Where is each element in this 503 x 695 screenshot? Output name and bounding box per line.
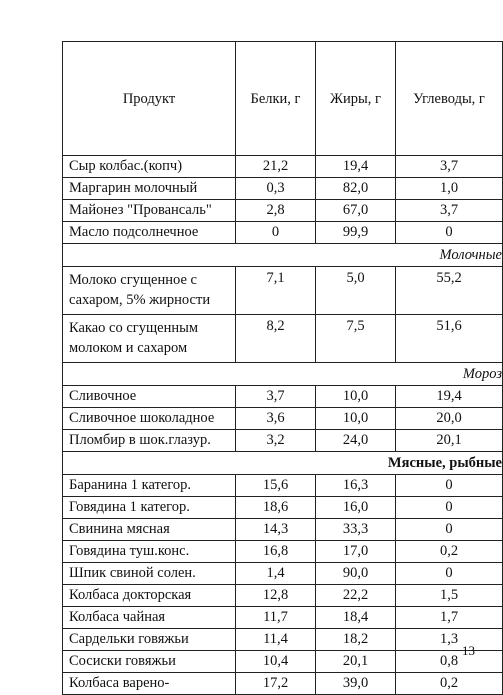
product-name-cell: Говядина 1 категор. bbox=[63, 497, 236, 519]
product-name-cell: Сливочное шоколадное bbox=[63, 408, 236, 430]
proteins-cell: 2,8 bbox=[236, 200, 316, 222]
proteins-cell: 1,4 bbox=[236, 563, 316, 585]
table-row bbox=[63, 430, 503, 452]
section-row bbox=[63, 244, 503, 267]
header-carbs: Углеводы, г bbox=[396, 42, 503, 156]
fats-cell: 7,5 bbox=[316, 315, 396, 363]
table-row bbox=[63, 585, 503, 607]
table-row bbox=[63, 563, 503, 585]
carbs-cell: 0,2 bbox=[396, 673, 503, 695]
proteins-cell: 17,2 bbox=[236, 673, 316, 695]
proteins-cell: 11,4 bbox=[236, 629, 316, 651]
product-name-cell: Масло подсолнечное bbox=[63, 222, 236, 244]
carbs-cell: 1,7 bbox=[396, 607, 503, 629]
fats-cell: 16,0 bbox=[316, 497, 396, 519]
proteins-cell: 11,7 bbox=[236, 607, 316, 629]
header-fats: Жиры, г bbox=[316, 42, 396, 156]
proteins-cell: 0,3 bbox=[236, 178, 316, 200]
table-header-row bbox=[63, 42, 503, 156]
fats-cell: 18,4 bbox=[316, 607, 396, 629]
table-row bbox=[63, 222, 503, 244]
fats-cell: 16,3 bbox=[316, 475, 396, 497]
carbs-cell: 3,7 bbox=[396, 200, 503, 222]
table-row bbox=[63, 541, 503, 563]
carbs-cell: 20,1 bbox=[396, 430, 503, 452]
proteins-cell: 8,2 bbox=[236, 315, 316, 363]
product-name-cell: Молоко сгущенное с сахаром, 5% жирности bbox=[63, 267, 236, 315]
proteins-cell: 7,1 bbox=[236, 267, 316, 315]
product-name-cell: Колбаса варено- bbox=[63, 673, 236, 695]
fats-cell: 20,1 bbox=[316, 651, 396, 673]
carbs-cell: 1,3 bbox=[396, 629, 503, 651]
product-name-cell: Сыр колбас.(копч) bbox=[63, 156, 236, 178]
table-row bbox=[63, 200, 503, 222]
fats-cell: 33,3 bbox=[316, 519, 396, 541]
proteins-cell: 16,8 bbox=[236, 541, 316, 563]
section-heading-icecream: Мороз bbox=[63, 363, 503, 386]
fats-cell: 67,0 bbox=[316, 200, 396, 222]
fats-cell: 22,2 bbox=[316, 585, 396, 607]
carbs-cell: 0,2 bbox=[396, 541, 503, 563]
proteins-cell: 12,8 bbox=[236, 585, 316, 607]
proteins-cell: 3,6 bbox=[236, 408, 316, 430]
product-name-cell: Какао со сгущенным молоком и сахаром bbox=[63, 315, 236, 363]
table-body bbox=[63, 156, 503, 695]
product-name-cell: Колбаса докторская bbox=[63, 585, 236, 607]
fats-cell: 10,0 bbox=[316, 386, 396, 408]
carbs-cell: 0 bbox=[396, 475, 503, 497]
fats-cell: 99,9 bbox=[316, 222, 396, 244]
table-row bbox=[63, 408, 503, 430]
carbs-cell: 51,6 bbox=[396, 315, 503, 363]
product-name-cell: Свинина мясная bbox=[63, 519, 236, 541]
proteins-cell: 0 bbox=[236, 222, 316, 244]
table-row bbox=[63, 475, 503, 497]
carbs-cell: 3,7 bbox=[396, 156, 503, 178]
product-name-cell: Майонез "Провансаль" bbox=[63, 200, 236, 222]
product-name-cell: Говядина туш.конс. bbox=[63, 541, 236, 563]
table-row bbox=[63, 607, 503, 629]
fats-cell: 90,0 bbox=[316, 563, 396, 585]
table-row bbox=[63, 497, 503, 519]
header-product: Продукт bbox=[63, 42, 236, 156]
page-number: 13 bbox=[462, 643, 475, 658]
product-name-cell: Сосиски говяжьи bbox=[63, 651, 236, 673]
proteins-cell: 3,7 bbox=[236, 386, 316, 408]
product-name-cell: Колбаса чайная bbox=[63, 607, 236, 629]
carbs-cell: 0 bbox=[396, 497, 503, 519]
product-name-cell: Баранина 1 категор. bbox=[63, 475, 236, 497]
product-name-cell: Сливочное bbox=[63, 386, 236, 408]
fats-cell: 18,2 bbox=[316, 629, 396, 651]
carbs-cell: 0 bbox=[396, 519, 503, 541]
proteins-cell: 14,3 bbox=[236, 519, 316, 541]
fats-cell: 39,0 bbox=[316, 673, 396, 695]
table-row bbox=[63, 651, 503, 673]
carbs-cell: 20,0 bbox=[396, 408, 503, 430]
nutrition-table bbox=[62, 41, 503, 695]
fats-cell: 17,0 bbox=[316, 541, 396, 563]
table-row bbox=[63, 673, 503, 695]
table-row bbox=[63, 629, 503, 651]
table-row bbox=[63, 156, 503, 178]
carbs-cell: 1,0 bbox=[396, 178, 503, 200]
fats-cell: 10,0 bbox=[316, 408, 396, 430]
carbs-cell: 0 bbox=[396, 222, 503, 244]
proteins-cell: 10,4 bbox=[236, 651, 316, 673]
carbs-cell: 0 bbox=[396, 563, 503, 585]
section-row bbox=[63, 452, 503, 475]
section-heading-dairy: Молочные bbox=[63, 244, 503, 267]
fats-cell: 19,4 bbox=[316, 156, 396, 178]
proteins-cell: 15,6 bbox=[236, 475, 316, 497]
carbs-cell: 1,5 bbox=[396, 585, 503, 607]
product-name-cell: Сардельки говяжьи bbox=[63, 629, 236, 651]
table-row bbox=[63, 267, 503, 315]
product-name-cell: Шпик свиной солен. bbox=[63, 563, 236, 585]
fats-cell: 82,0 bbox=[316, 178, 396, 200]
carbs-cell: 0,8 bbox=[396, 651, 503, 673]
product-name-cell: Пломбир в шок.глазур. bbox=[63, 430, 236, 452]
section-row bbox=[63, 363, 503, 386]
fats-cell: 24,0 bbox=[316, 430, 396, 452]
table-row bbox=[63, 519, 503, 541]
section-heading-meat: Мясные, рыбные bbox=[63, 452, 503, 475]
proteins-cell: 21,2 bbox=[236, 156, 316, 178]
table-row bbox=[63, 315, 503, 363]
table-row bbox=[63, 386, 503, 408]
table-row bbox=[63, 178, 503, 200]
proteins-cell: 3,2 bbox=[236, 430, 316, 452]
proteins-cell: 18,6 bbox=[236, 497, 316, 519]
carbs-cell: 19,4 bbox=[396, 386, 503, 408]
fats-cell: 5,0 bbox=[316, 267, 396, 315]
header-proteins: Белки, г bbox=[236, 42, 316, 156]
product-name-cell: Маргарин молочный bbox=[63, 178, 236, 200]
carbs-cell: 55,2 bbox=[396, 267, 503, 315]
